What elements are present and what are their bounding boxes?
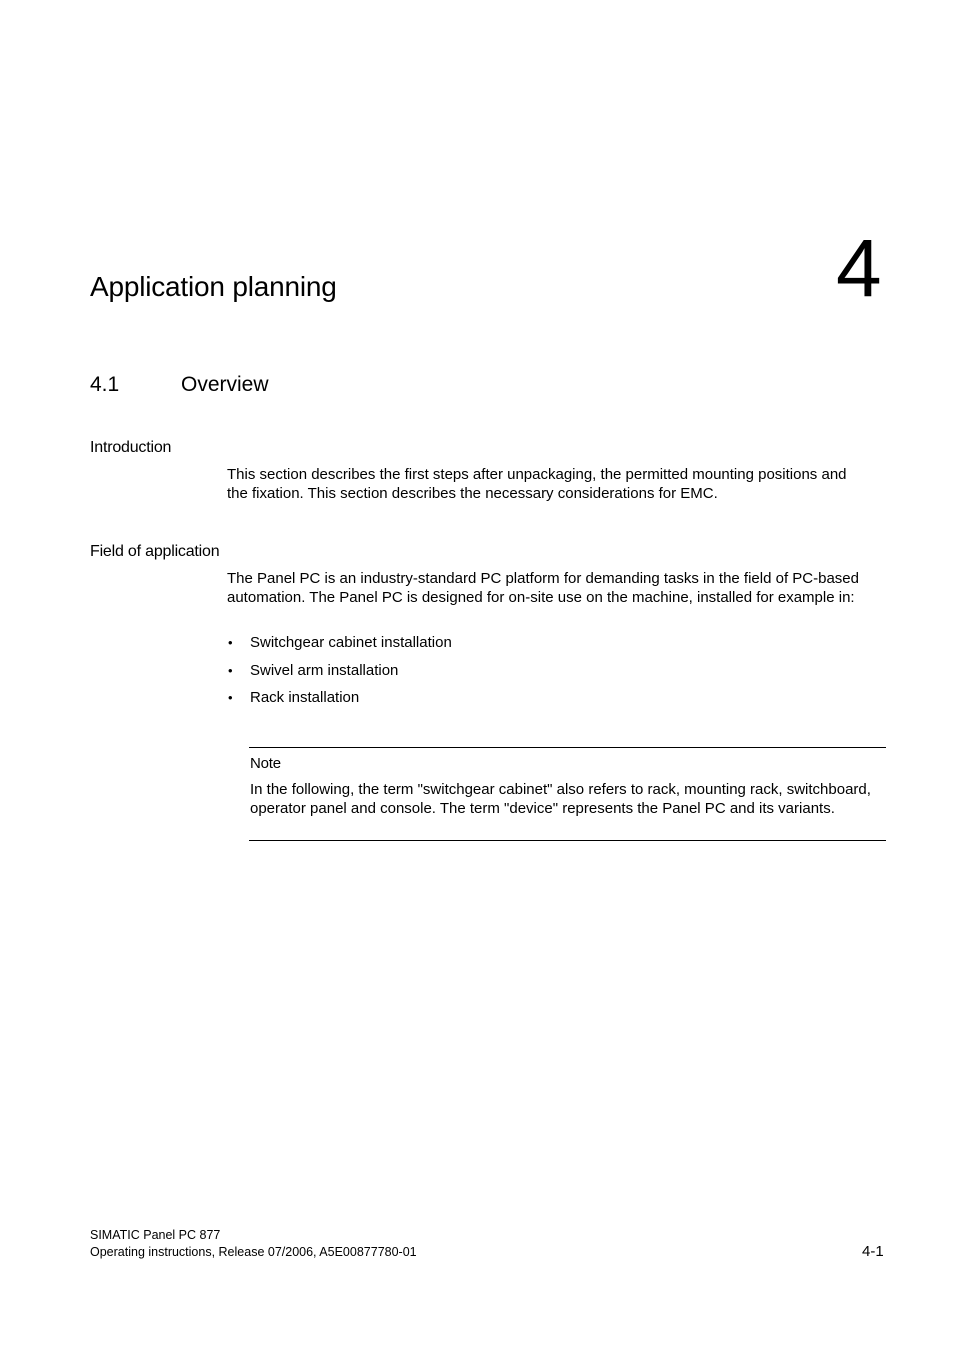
page-number: 4-1	[862, 1243, 884, 1260]
chapter-number: 4	[836, 223, 882, 314]
note-box	[249, 747, 886, 841]
introduction-text: This section describes the first steps after unpackaging, the permitted mounting positions and the fixation. This section describes the necessary considerations for EMC.	[227, 466, 847, 502]
field-of-application-text: The Panel PC is an industry-standard PC platform for demanding tasks in the field of PC-based automation. The Panel PC is designed for on-site use on the machine, installed for example in:	[227, 570, 859, 606]
list-item: • Swivel arm installation	[227, 662, 452, 690]
note-text: In the following, the term "switchgear cabinet" also refers to rack, mounting rack, switchboard, operator panel and console. The term "device" represents the Panel PC and its variants.	[250, 781, 871, 817]
section-title: Overview	[181, 373, 269, 396]
field-of-application-heading: Field of application	[90, 543, 220, 560]
chapter-title: Application planning	[90, 271, 337, 302]
section-number: 4.1	[90, 373, 120, 396]
list-item: • Switchgear cabinet installation	[227, 634, 452, 662]
footer-product: SIMATIC Panel PC 877	[90, 1228, 221, 1242]
list-item: • Rack installation	[227, 689, 452, 717]
footer-release: Operating instructions, Release 07/2006, A5E00877780-01	[90, 1245, 417, 1259]
introduction-heading: Introduction	[90, 439, 172, 456]
note-title: Note	[250, 755, 281, 772]
application-list	[227, 634, 452, 717]
